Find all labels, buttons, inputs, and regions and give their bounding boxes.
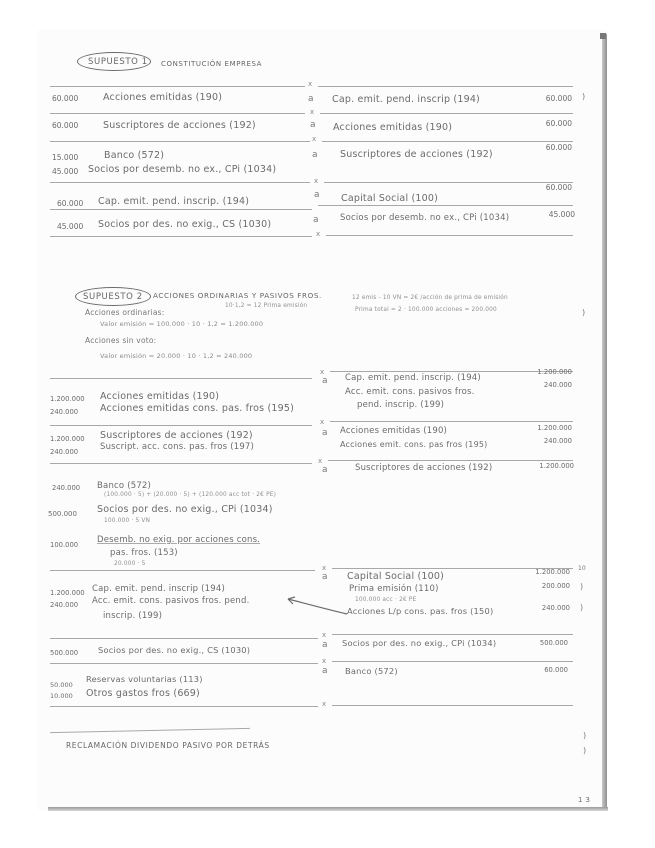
entry-rule	[50, 570, 315, 571]
credit-account: Prima emisión (110)	[349, 584, 439, 594]
a-separator: a	[322, 376, 328, 386]
prima-note-line1: 12 emis - 10 VN = 2€ /acción de prima de emisión	[352, 295, 508, 301]
margin-mark: )	[583, 746, 587, 755]
credit-account: Capital Social (100)	[347, 571, 445, 582]
debit-account: Acciones emitidas (190)	[100, 391, 220, 402]
debit-amount: 10.000	[50, 692, 73, 700]
debit-account: Suscriptores de acciones (192)	[100, 430, 253, 441]
credit-amount: 1.200.000	[539, 462, 574, 470]
margin-mark: )	[582, 308, 586, 317]
debit-account-cont: inscrip. (199)	[103, 611, 163, 621]
debit-amount: 45.000	[57, 222, 84, 231]
debit-amount: 60.000	[52, 121, 79, 130]
entry-separator: x	[310, 108, 315, 116]
debit-account: Cap. emit. pend. inscrip. (194)	[98, 196, 250, 207]
debit-account: Socios por des. no exig., CS (1030)	[98, 645, 251, 655]
entry-separator: x	[320, 368, 325, 376]
credit-amount: 60.000	[545, 143, 572, 152]
credit-amount: 200.000	[541, 582, 570, 590]
debit-amount: 240.000	[50, 601, 79, 609]
credit-amount: 240.000	[543, 381, 572, 389]
entry-separator: x	[308, 80, 313, 88]
debit-account: Suscriptores de acciones (192)	[103, 120, 256, 131]
credit-amount: 1.200.000	[537, 424, 572, 432]
footer-note: RECLAMACIÓN DIVIDENDO PASIVO POR DETRÁS	[66, 741, 270, 750]
prima-brace-note: 10·1,2 = 12 Prima emisión	[225, 303, 308, 309]
credit-amount: 240.000	[543, 437, 572, 445]
ordinarias-calc: Valor emisión = 100.000 · 10 · 1,2 = 1.200.000	[100, 320, 264, 328]
entry-rule	[50, 209, 312, 210]
calc-note: 100.000 · 5 VN	[104, 518, 151, 524]
debit-account: Banco (572)	[104, 150, 165, 161]
entry-separator: x	[312, 135, 317, 143]
entry-rule	[50, 638, 318, 639]
a-separator: a	[308, 94, 314, 104]
credit-amount: 60.000	[544, 666, 568, 674]
credit-account: Cap. emit. pend. inscrip (194)	[332, 94, 480, 105]
margin-mark: 10	[578, 565, 586, 572]
debit-account: Socios por desemb. no ex., CPi (1034)	[88, 164, 277, 175]
credit-amount: 60.000	[545, 183, 572, 192]
credit-account: Socios por desemb. no ex., CPi (1034)	[340, 213, 510, 223]
entry-separator: x	[322, 564, 327, 572]
entry-rule	[50, 663, 318, 664]
credit-amount: 1.200.000	[535, 568, 570, 576]
credit-amount: 45.000	[548, 210, 575, 219]
debit-account: Acciones emitidas cons. pas. fros (195)	[100, 403, 295, 414]
entry-rule	[50, 113, 305, 114]
a-separator: a	[322, 428, 328, 438]
entry-separator: x	[314, 177, 319, 185]
calc-note: (100.000 · 5) + (20.000 · 5) + (120.000 acc tot · 2€ PE)	[104, 492, 277, 498]
a-separator: a	[312, 150, 318, 160]
entry-rule	[50, 706, 318, 707]
credit-account: Capital Social (100)	[341, 193, 439, 204]
entry-rule	[318, 86, 573, 87]
debit-account: Socios por des. no exig., CPi (1034)	[97, 504, 273, 515]
debit-amount: 500.000	[50, 649, 79, 657]
sin-voto-label: Acciones sin voto:	[85, 336, 157, 345]
entry-rule	[332, 634, 573, 635]
debit-account: Desemb. no exig. por acciones cons.	[97, 535, 261, 545]
calc-note: 20.000 · 5	[114, 561, 146, 567]
a-separator: a	[322, 666, 328, 676]
debit-amount: 45.000	[52, 167, 79, 176]
debit-amount: 1.200.000	[50, 589, 85, 597]
a-separator: a	[313, 215, 319, 225]
credit-amount: 1.200.000	[537, 368, 572, 376]
credit-account: Acciones emit. cons. pas fros (195)	[340, 440, 488, 449]
credit-account: Socios por des. no exig., CPi (1034)	[342, 638, 497, 648]
debit-amount: 50.000	[50, 681, 73, 689]
debit-amount: 1.200.000	[50, 435, 85, 443]
entry-rule	[50, 236, 312, 237]
credit-account: Acciones emitidas (190)	[340, 426, 448, 436]
sin-voto-calc: Valor emisión = 20.000 · 10 · 1,2 = 240.000	[100, 352, 253, 360]
corner-mark	[600, 33, 606, 39]
supuesto1-tag: SUPUESTO 1	[88, 57, 148, 67]
debit-account: Banco (572)	[97, 481, 152, 491]
entry-rule	[320, 113, 573, 114]
entry-separator: x	[318, 457, 323, 465]
debit-account: Suscript. acc. cons. pas. fros (197)	[100, 442, 255, 452]
supuesto1-title: CONSTITUCIÓN EMPRESA	[161, 60, 263, 68]
supuesto2-tag: SUPUESTO 2	[83, 292, 143, 302]
a-separator: a	[322, 465, 328, 475]
debit-amount: 500.000	[48, 510, 77, 518]
entry-separator: x	[322, 700, 327, 708]
entry-rule	[318, 205, 573, 206]
page-edge-shadow-bottom	[48, 807, 608, 811]
credit-account: Acciones L/p cons. pas. fros (150)	[347, 606, 494, 616]
calc-note: 100.000 acc · 2€ PE	[355, 597, 417, 603]
page-edge-shadow	[602, 34, 607, 810]
a-separator: a	[322, 572, 328, 582]
debit-amount: 60.000	[52, 94, 79, 103]
debit-amount: 1.200.000	[50, 395, 85, 403]
entry-rule	[50, 425, 312, 426]
debit-amount: 60.000	[57, 199, 84, 208]
entry-rule	[50, 182, 310, 183]
credit-account: Banco (572)	[345, 666, 398, 676]
margin-mark: )	[582, 92, 586, 101]
entry-rule	[50, 86, 305, 87]
debit-amount: 240.000	[50, 448, 79, 456]
ordinarias-label: Acciones ordinarias:	[85, 308, 165, 317]
credit-amount: 60.000	[545, 94, 572, 103]
credit-account: Acciones emitidas (190)	[333, 122, 453, 133]
credit-amount: 60.000	[545, 119, 572, 128]
arrow-annotation-icon	[280, 596, 350, 618]
margin-mark: )	[583, 731, 587, 740]
entry-rule	[330, 421, 573, 422]
debit-account: Acciones emitidas (190)	[103, 92, 223, 103]
entry-rule	[50, 141, 310, 142]
debit-account: Acc. emit. cons. pasivos fros. pend.	[92, 596, 250, 606]
a-separator: a	[310, 120, 316, 130]
debit-amount: 240.000	[52, 484, 81, 492]
entry-separator: x	[320, 418, 325, 426]
entry-rule	[50, 378, 312, 379]
credit-account-cont: pend. inscrip. (199)	[357, 400, 445, 410]
prima-note-line2: Prima total = 2 · 100.000 acciones = 200.000	[355, 307, 497, 313]
credit-account: Suscriptores de acciones (192)	[340, 149, 493, 160]
credit-amount: 240.000	[541, 604, 570, 612]
debit-amount: 100.000	[50, 541, 79, 549]
debit-account: Socios por des. no exig., CS (1030)	[98, 219, 272, 230]
entry-separator: x	[322, 657, 327, 665]
credit-amount: 500.000	[539, 639, 568, 647]
debit-account: Reservas voluntarias (113)	[86, 674, 203, 684]
debit-amount: 240.000	[50, 408, 79, 416]
margin-mark: )	[580, 603, 584, 612]
a-separator: a	[322, 640, 328, 650]
entry-rule	[332, 705, 573, 706]
debit-amount: 15.000	[52, 153, 79, 162]
entry-separator: x	[322, 631, 327, 639]
page-number: 13	[578, 796, 593, 804]
debit-account: Otros gastos fros (669)	[86, 688, 200, 699]
entry-rule	[328, 460, 573, 461]
entry-rule	[332, 661, 573, 662]
credit-account: Acc. emit. cons. pasivos fros.	[345, 387, 475, 397]
debit-account: Cap. emit. pend. inscrip (194)	[92, 584, 226, 594]
entry-rule	[326, 235, 573, 236]
debit-account-cont: pas. fros. (153)	[110, 548, 178, 558]
entry-separator: x	[316, 230, 321, 238]
supuesto2-title: ACCIONES ORDINARIAS Y PASIVOS FROS.	[153, 291, 322, 300]
entry-rule	[322, 141, 573, 142]
margin-mark: )	[580, 582, 584, 591]
a-separator: a	[314, 190, 320, 200]
credit-account: Suscriptores de acciones (192)	[355, 463, 493, 473]
credit-account: Cap. emit. pend. inscrip. (194)	[345, 373, 481, 383]
entry-rule	[50, 463, 312, 464]
